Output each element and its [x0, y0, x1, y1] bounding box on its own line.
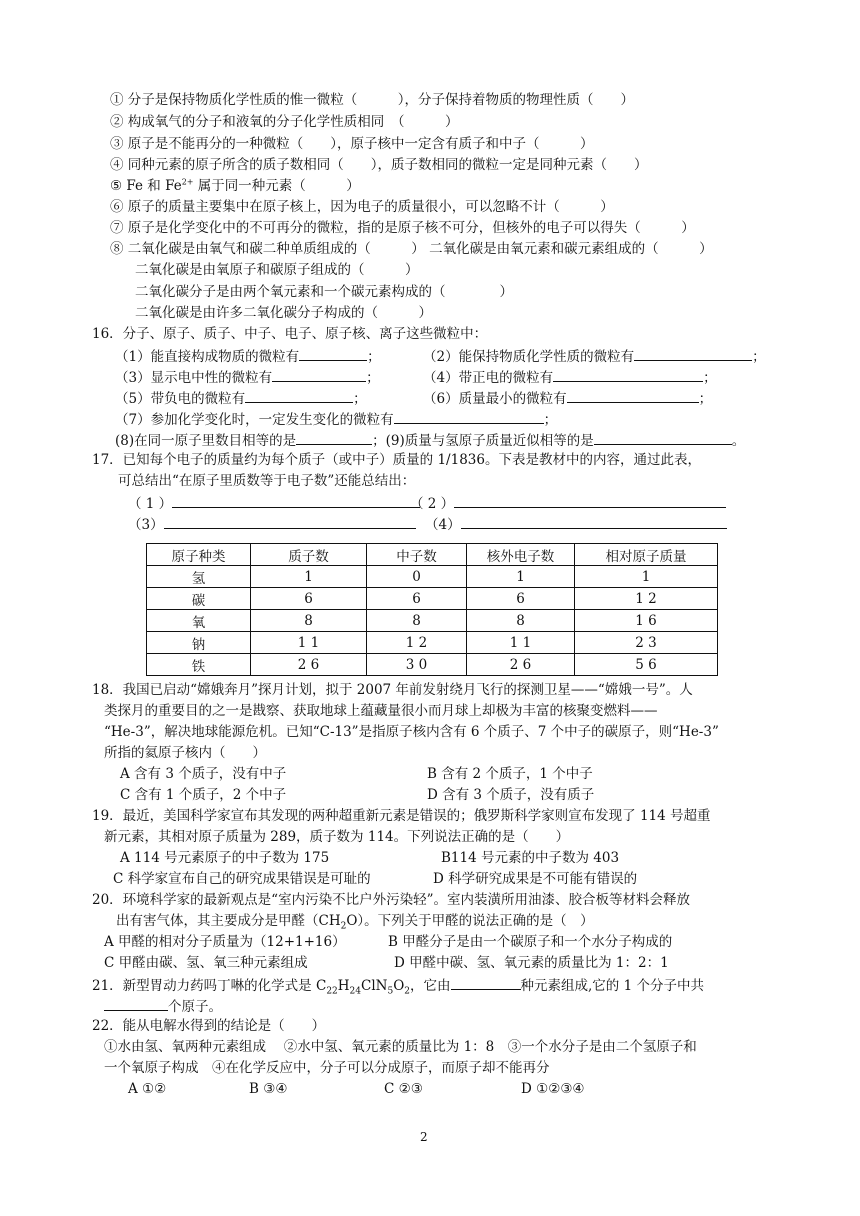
- table-cell: 1: [251, 566, 367, 588]
- q21-text: O: [393, 978, 405, 994]
- q16-item-4-text: （4）带正电的微粒有: [423, 370, 554, 386]
- table-cell: 1: [575, 566, 718, 588]
- q20-subscript: 2: [340, 921, 347, 932]
- table-row: [147, 654, 718, 676]
- q16-item-9-text: ；(9)质量与氢原子质量近似相等的是: [372, 433, 594, 449]
- q15-item-5-prefix: ⑤ Fe 和 Fe: [110, 178, 182, 194]
- table-cell: 氢: [147, 566, 251, 588]
- q17-answer-blank[interactable]: [461, 513, 727, 529]
- table-header-cell: 相对原子质量: [575, 544, 718, 566]
- table-cell: 2 6: [251, 654, 367, 676]
- table-row: [147, 588, 718, 610]
- table-header-cell: 原子种类: [147, 544, 251, 566]
- q20-option-d[interactable]: D 甲醛中碳、氢、氧元素的质量比为 1：2：1: [394, 955, 669, 971]
- q19-option-b[interactable]: B114 号元素的中子数为 403: [441, 850, 620, 866]
- table-row: [147, 632, 718, 654]
- q16-item-2-text: （2）能保持物质化学性质的微粒有: [423, 349, 635, 365]
- q16-semicolon: ；: [703, 370, 717, 386]
- table-cell: 2 3: [575, 632, 718, 654]
- q17-answer-blank[interactable]: [172, 492, 420, 508]
- q15-item-5-charge: 2+: [181, 177, 194, 187]
- table-cell: 1: [467, 566, 575, 588]
- table-cell: 2 6: [467, 654, 575, 676]
- q16-semicolon: ；: [698, 391, 713, 407]
- q15-item-4: ④ 同种元素的原子所含的质子数相同（ ），质子数相同的微粒一定是同种元素（ ）: [110, 157, 648, 173]
- q16-semicolon: ；: [366, 370, 380, 386]
- q21-text: ，它由: [410, 978, 451, 994]
- q16-item-7: [115, 408, 557, 430]
- q18-option-c[interactable]: C 含有 1 个质子，2 个中子: [120, 787, 287, 803]
- q16-item-6-text: （6）质量最小的微粒有: [423, 391, 567, 407]
- q16-item-8-text: (8)在同一原子里数目相等的是: [115, 433, 297, 449]
- q17-answer-blank[interactable]: [454, 492, 726, 508]
- q16-answer-blank[interactable]: [594, 429, 732, 445]
- q21-subscript: 5: [387, 986, 394, 997]
- q15-item-8c: 二氧化碳分子是由两个氧元素和一个碳元素构成的（ ）: [135, 284, 513, 300]
- q17-blank-1: [128, 492, 420, 514]
- table-cell: 1 2: [575, 588, 718, 610]
- q17-blank-4: [425, 513, 727, 535]
- q16-answer-blank[interactable]: [394, 408, 544, 424]
- q20-option-b[interactable]: B 甲醛分子是由一个碳原子和一个水分子构成的: [388, 934, 673, 950]
- q15-item-6: ⑥ 原子的质量主要集中在原子核上，因为电子的质量很小，可以忽略不计（ ）: [110, 199, 614, 215]
- q21-text: ClN: [361, 978, 388, 994]
- q16-item-8-9: [115, 429, 745, 451]
- q16-answer-blank[interactable]: [296, 429, 372, 445]
- q15-item-7: ⑦ 原子是化学变化中的不可再分的微粒，指的是原子核不可分，但核外的电子可以得失（ ）: [110, 220, 695, 236]
- q21-text: 种元素组成,它的 1 个分子中共: [520, 978, 704, 994]
- q17-blank-2: [410, 492, 726, 514]
- q17-line-1: 17．已知每个电子的质量约为每个质子（或中子）质量的 1/1836。下表是教材中的内容，通过此表，: [92, 452, 701, 468]
- q15-item-8: ⑧ 二氧化碳是由氧气和碳二种单质组成的（ ） 二氧化碳是由氧元素和碳元素组成的（ ）: [110, 241, 713, 257]
- q19-line-2: 新元素，其相对原子质量为 289，质子数为 114。下列说法正确的是（ ）: [104, 829, 570, 845]
- q18-option-a[interactable]: A 含有 3 个质子，没有中子: [120, 766, 287, 782]
- table-cell: 铁: [147, 654, 251, 676]
- table-header-cell: 核外电子数: [467, 544, 575, 566]
- q18-option-d[interactable]: D 含有 3 个质子，没有质子: [427, 787, 595, 803]
- q16-stem: 16．分子、原子、质子、中子、电子、原子核、离子这些微粒中：: [92, 326, 488, 342]
- q17-blank-3: [128, 513, 416, 535]
- q16-answer-blank[interactable]: [245, 387, 353, 403]
- q16-period: 。: [731, 433, 746, 449]
- q21-answer-blank[interactable]: [451, 974, 521, 990]
- q15-item-3: ③ 原子是不能再分的一种微粒（ ），原子核中一定含有质子和中子（ ）: [110, 136, 594, 152]
- q21-text: 21．新型胃动力药吗丁啉的化学式是 C: [92, 978, 327, 994]
- q15-item-5-suffix: 属于同一种元素（ ）: [193, 178, 360, 194]
- table-cell: 6: [367, 588, 467, 610]
- q21-subscript: 2: [404, 986, 411, 997]
- q17-blank-1-label: （ 1 ）: [128, 496, 173, 512]
- q16-item-5-text: （5）带负电的微粒有: [115, 391, 246, 407]
- q20-line-1: 20．环境科学家的最新观点是“室内污染不比户外污染轻”。室内装潢所用油漆、胶合板等材料会释放: [92, 892, 690, 908]
- q16-answer-blank[interactable]: [567, 387, 699, 403]
- table-cell: 1 1: [467, 632, 575, 654]
- q20-line-2-post: O）。下列关于甲醛的说法正确的是（ ）: [346, 913, 594, 929]
- table-cell: 3 0: [367, 654, 467, 676]
- q16-item-1-text: （1）能直接构成物质的微粒有: [115, 349, 300, 365]
- q22-option-d[interactable]: D ①②③④: [521, 1081, 585, 1097]
- q16-item-6: [423, 387, 712, 409]
- q17-blank-4-label: （4）: [425, 517, 461, 533]
- q22-line-1: ①水由氢、氧两种元素组成 ②水中氢、氧元素的质量比为 1：8 ③一个水分子是由二个氢原子和: [104, 1039, 697, 1055]
- q18-line-1: 18．我国已启动“嫦娥奔月”探月计划，拟于 2007 年前发射绕月飞行的探测卫星——“嫦娥一号”。人: [92, 682, 693, 698]
- q21-subscript: 24: [349, 986, 361, 997]
- q15-item-8b: 二氧化碳是由氧原子和碳原子组成的（ ）: [135, 262, 419, 278]
- q15-item-1: ① 分子是保持物质化学性质的惟一微粒（ ），分子保持着物质的物理性质（ ）: [110, 92, 635, 108]
- table-cell: 8: [251, 610, 367, 632]
- atom-table: [146, 543, 718, 676]
- q17-line-2: 可总结出“在原子里质数等于电子数”还能总结出：: [118, 473, 416, 489]
- table-cell: 5 6: [575, 654, 718, 676]
- table-cell: 钠: [147, 632, 251, 654]
- q18-option-b[interactable]: B 含有 2 个质子，1 个中子: [427, 766, 593, 782]
- table-cell: 6: [251, 588, 367, 610]
- q16-item-2: [423, 345, 766, 367]
- q16-item-7-text: （7）参加化学变化时，一定发生变化的微粒有: [115, 412, 394, 428]
- q15-item-2: ② 构成氧气的分子和液氧的分子化学性质相同 （ ）: [110, 114, 459, 130]
- table-cell: 1 2: [367, 632, 467, 654]
- q16-answer-blank[interactable]: [272, 366, 366, 382]
- q17-blank-3-label: （3）: [128, 517, 164, 533]
- table-cell: 8: [467, 610, 575, 632]
- q22-option-b[interactable]: B ③④: [249, 1081, 288, 1097]
- q20-option-c[interactable]: C 甲醛由碳、氢、氧三种元素组成: [104, 955, 308, 971]
- q17-answer-blank[interactable]: [164, 513, 416, 529]
- q18-line-4: 所指的氦原子核内（ ）: [104, 745, 266, 761]
- q16-item-4: [423, 366, 717, 388]
- q16-item-3-text: （3）显示电中性的微粒有: [115, 370, 273, 386]
- q16-item-5: [115, 387, 367, 409]
- table-row: [147, 610, 718, 632]
- q16-item-3: [115, 366, 380, 388]
- q21-line-1: [92, 974, 704, 996]
- table-cell: 碳: [147, 588, 251, 610]
- q21-answer-blank[interactable]: [104, 995, 168, 1011]
- q20-line-2-pre: 出有害气体，其主要成分是甲醛（CH: [116, 913, 341, 929]
- table-cell: 6: [467, 588, 575, 610]
- q20-line-2: [116, 911, 594, 931]
- q22-line-2: 一个氧原子构成 ④在化学反应中，分子可以分成原子，而原子却不能再分: [104, 1060, 550, 1076]
- table-cell: 8: [367, 610, 467, 632]
- q16-answer-blank[interactable]: [553, 366, 703, 382]
- page-number: 2: [420, 1130, 428, 1144]
- q16-semicolon: ；: [367, 349, 381, 365]
- q22-option-a[interactable]: A ①②: [128, 1081, 167, 1097]
- q19-option-a[interactable]: A 114 号元素原子的中子数为 175: [120, 850, 330, 866]
- table-header-cell: 质子数: [251, 544, 367, 566]
- q16-item-1: [115, 345, 381, 367]
- q18-line-2: 类探月的重要目的之一是戡察、获取地球上蕴藏量很小而月球上却极为丰富的核聚变燃料——: [104, 703, 658, 719]
- table-cell: 氧: [147, 610, 251, 632]
- table-cell: 0: [367, 566, 467, 588]
- q22-option-c[interactable]: C ②③: [384, 1081, 423, 1097]
- table-cell: 1 1: [251, 632, 367, 654]
- q21-line-2: [104, 995, 222, 1017]
- q16-semicolon: ；: [353, 391, 367, 407]
- q16-semicolon: ；: [543, 412, 558, 428]
- q21-text: H: [337, 978, 350, 994]
- q17-blank-2-label: （ 2 ）: [410, 496, 455, 512]
- q20-option-a[interactable]: A 甲醛的相对分子质量为（12+1+16）: [104, 934, 346, 950]
- q15-item-8d: 二氧化碳是由许多二氧化碳分子构成的（ ）: [135, 305, 432, 321]
- q22-stem: 22．能从电解水得到的结论是（ ）: [92, 1018, 326, 1034]
- q16-answer-blank[interactable]: [299, 345, 367, 361]
- table-header-cell: 中子数: [367, 544, 467, 566]
- q19-line-1: 19．最近，美国科学家宣布其发现的两种超重新元素是错误的；俄罗斯科学家则宣布发现了 114 号超重: [92, 808, 711, 824]
- q18-line-3: “He-3”，解决地球能源危机。已知“C-13”是指原子核内含有 6 个质子、7 个中子的碳原子，则“He-3”: [104, 724, 719, 740]
- q16-answer-blank[interactable]: [634, 345, 752, 361]
- q21-text: 个原子。: [168, 999, 222, 1015]
- q16-semicolon: ；: [752, 349, 766, 365]
- table-row: [147, 566, 718, 588]
- q19-option-c[interactable]: C 科学家宣布自己的研究成果错误是可耻的: [113, 871, 371, 887]
- table-cell: 1 6: [575, 610, 718, 632]
- q21-subscript: 22: [326, 986, 338, 997]
- table-header-row: [147, 544, 718, 566]
- q19-option-d[interactable]: D 科学研究成果是不可能有错误的: [433, 871, 638, 887]
- q15-item-5: [110, 176, 360, 196]
